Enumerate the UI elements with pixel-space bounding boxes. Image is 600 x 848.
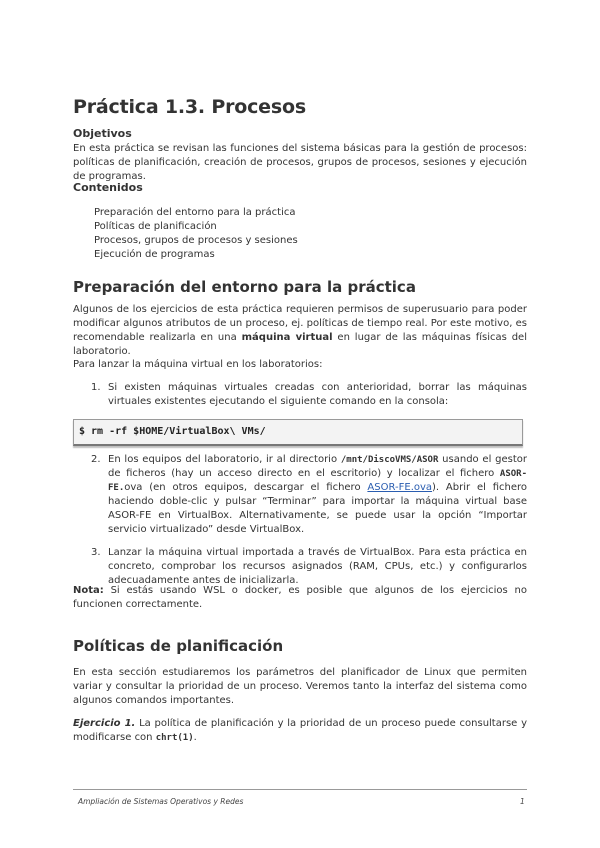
contenidos-list: [94, 206, 298, 262]
nota-paragraph: Nota: Si estás usando WSL o docker, es posible que algunos de los ejercicios no funcionen correctamente.: [73, 585, 527, 610]
page-title: Práctica 1.3. Procesos: [73, 96, 306, 118]
preparacion-heading: Preparación del entorno para la práctica: [73, 278, 416, 296]
steps-list-1: [73, 381, 527, 409]
toc-item[interactable]: Procesos, grupos de procesos y sesiones: [94, 235, 298, 246]
download-link[interactable]: ASOR-FE.ova: [367, 482, 433, 493]
objetivos-text: En esta práctica se revisan las funciones del sistema básicas para la gestión de procesos: políticas de planificación, creación de procesos, grupos de procesos, sesiones y ejecución de programas.: [73, 143, 527, 182]
toc-item[interactable]: Políticas de planificación: [94, 221, 217, 232]
command-box[interactable]: $ rm -rf $HOME/VirtualBox\ VMs/: [73, 419, 523, 446]
steps-list-2: [73, 453, 527, 588]
ejercicio-1: Ejercicio 1. La política de planificación y la prioridad de un proceso puede consultarse y modificarse con chrt(1).: [73, 718, 527, 743]
politicas-heading: Políticas de planificación: [73, 637, 284, 655]
step-2: 2. En los equipos del laboratorio, ir al directorio /mnt/DiscoVMS/ASOR usando el gestor de ficheros (hay un acceso directo en el escritorio) y localizar el fichero ASOR-FE.ova (en otros equipos, descargar el fichero ASOR-FE.ova). Abrir el fichero haciendo doble-clic y pulsar “Terminar” para importar la máquina virtual base ASOR-FE en VirtualBox. Alternativamente, se puede usar la opción “Importar servicio virtualizado” desde VirtualBox.: [91, 454, 527, 535]
preparacion-intro: Para lanzar la máquina virtual en los laboratorios:: [73, 359, 323, 370]
objetivos-heading: Objetivos: [73, 127, 132, 140]
politicas-paragraph: En esta sección estudiaremos los parámetros del planificador de Linux que permiten variar y consultar la prioridad de un proceso. Veremos tanto la interfaz del sistema como algunos comandos importantes.: [73, 667, 527, 706]
footer-divider: [73, 789, 527, 790]
contenidos-heading: Contenidos: [73, 181, 143, 194]
step-1: 1. Si existen máquinas virtuales creadas con anterioridad, borrar las máquinas virtuales existentes ejecutando el siguiente comando en la consola:: [91, 382, 527, 407]
preparacion-paragraph: Algunos de los ejercicios de esta práctica requieren permisos de superusuario para poder modificar algunos atributos de un proceso, ej. políticas de tiempo real. Por este motivo, es recomendable realizarla en una máquina virtual en lugar de las máquinas físicas del laboratorio.: [73, 304, 527, 357]
step-3: 3. Lanzar la máquina virtual importada a través de VirtualBox. Para esta práctica en concreto, comprobar los recursos asignados (RAM, CPUs, etc.) y configurarlos adecuadamente antes de inicializarla.: [91, 547, 527, 586]
toc-item[interactable]: Preparación del entorno para la práctica: [94, 207, 296, 218]
toc-item[interactable]: Ejecución de programas: [94, 249, 215, 260]
footer-page-number: 1: [520, 797, 525, 806]
footer-course-name: Ampliación de Sistemas Operativos y Redes: [78, 797, 244, 806]
